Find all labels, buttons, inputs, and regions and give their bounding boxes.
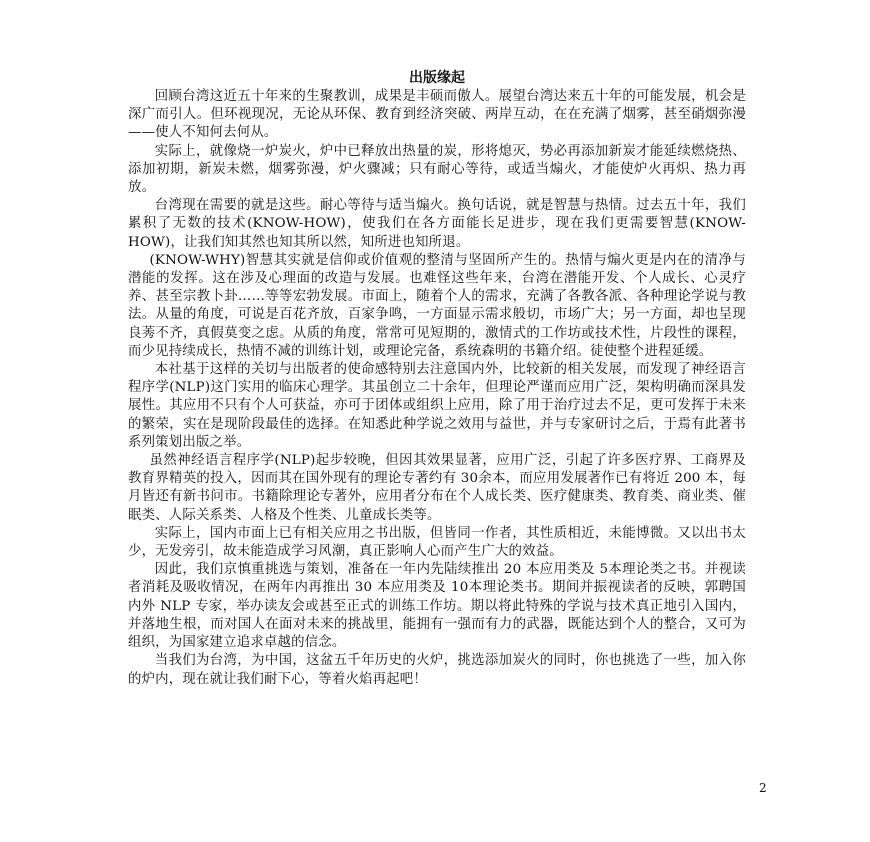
paragraph-7: 实际上，国内市面上已有相关应用之书出版，但皆同一作者，其性质相近，未能博微。又以出书太少，无发旁引，故未能造成学习风潮，真正影响人心而产生广大的效益。 <box>128 525 746 560</box>
paragraph-8: 因此，我们京慎重挑选与策划，准备在一年内先陆续推出 20 本应用类及 5本理论类之书。并视读者消耗及吸收情况，在两年内再推出 30 本应用类及 10本理论类书。期间并振视读者的反映，郭聘国内外 NLP 专家，举办读友会或甚至正式的训练工作坊。期以将此特殊的学说与技术真正地引入国内，并落地生根，而对国人在面对未来的挑战里，能拥有一强而有力的武器，既能达到个人的整合，又可为组织，为国家建立追求卓越的信念。 <box>128 562 746 651</box>
paragraph-4: (KNOW-WHY)智慧其实就是信仰或价值观的整清与坚固所产生的。热情与煽火更是内在的清净与潜能的发挥。这在涉及心理面的改造与发展。也难怪这些年来，台湾在潜能开发、个人成长、心灵疗养、甚至宗教卜卦……等等宏勃发展。市面上，随着个人的需求，充满了各教各派、各种理论学说与教法。从量的角度，可说是百花齐放，百家争鸣，一方面显示需求般切，市场广大；另一方面，却也呈现良莠不齐，真假莫变之虑。从质的角度，常常可见短期的，激情式的工作坊或技术性，片段性的课程，而少见持续成长，热情不减的训练计划，或理论完备，系统森明的书籍介绍。徒使整个进程延缓。 <box>128 252 746 359</box>
paragraph-1: 回顾台湾这近五十年来的生聚教训，成果是丰硕而傲人。展望台湾达来五十年的可能发展，机会是深广而引人。但环视现况，无论从环保、教育到经济突破、两岸互动，在在充满了烟雾，甚至硝烟弥漫——使人不知何去何从。 <box>128 89 746 141</box>
page-number: 2 <box>759 781 767 795</box>
paragraph-6: 虽然神经语言程序学(NLP)起步较晚，但因其效果显著，应用广泛，引起了许多医疗界、工商界及教育界精英的投入，因而其在国外现有的理论专著约有 30余本，而应用发展著作已有将近 200 本，每月皆还有新书问市。书籍除理论专著外，应用者分布在个人成长类、医疗健康类、教育类、商业类、催眠类、人际关系类、人格及个性类、儿童成长类等。 <box>128 453 746 523</box>
paragraph-3: 台湾现在需要的就是这些。耐心等待与适当煽火。换句话说，就是智慧与热情。过去五十年，我们累积了无数的技术(KNOW-HOW)，使我们在各方面能长足进步，现在我们更需要智慧(KNOW-HOW)，让我们知其然也知其所以然，知所进也知所退。 <box>128 198 746 250</box>
paragraph-9: 当我们为台湾，为中国，这盆五千年历史的火炉，挑选添加炭火的同时，你也挑选了一些，加入你的炉内，现在就让我们耐下心，等着火焰再起吧！ <box>128 653 746 687</box>
page-title: 出版缘起 <box>409 70 465 86</box>
document-page <box>128 68 746 689</box>
paragraph-2: 实际上，就像烧一炉炭火，炉中已释放出热量的炭，形将熄灭，势必再添加新炭才能延续燃烧热、添加初期，新炭未燃，烟雾弥漫，炉火骤减；只有耐心等待，或适当煽火，才能使炉火再炽、热力再放。 <box>128 143 746 196</box>
paragraph-5: 本社基于这样的关切与出版者的使命感特别去注意国内外，比较新的相关发展，而发现了神经语言程序学(NLP)这门实用的临床心理学。其虽创立二十余年，但理论严谨而应用广泛，架构明确而深具发展性。其应用不只有个人可获益，亦可于团体或组织上应用，除了用于治疗过去不足，更可发挥于未来的繁荣，实在是现阶段最佳的选择。在知悉此种学说之效用与益世，并与专家研讨之后，于焉有此著书系列策划出版之举。 <box>128 362 746 450</box>
